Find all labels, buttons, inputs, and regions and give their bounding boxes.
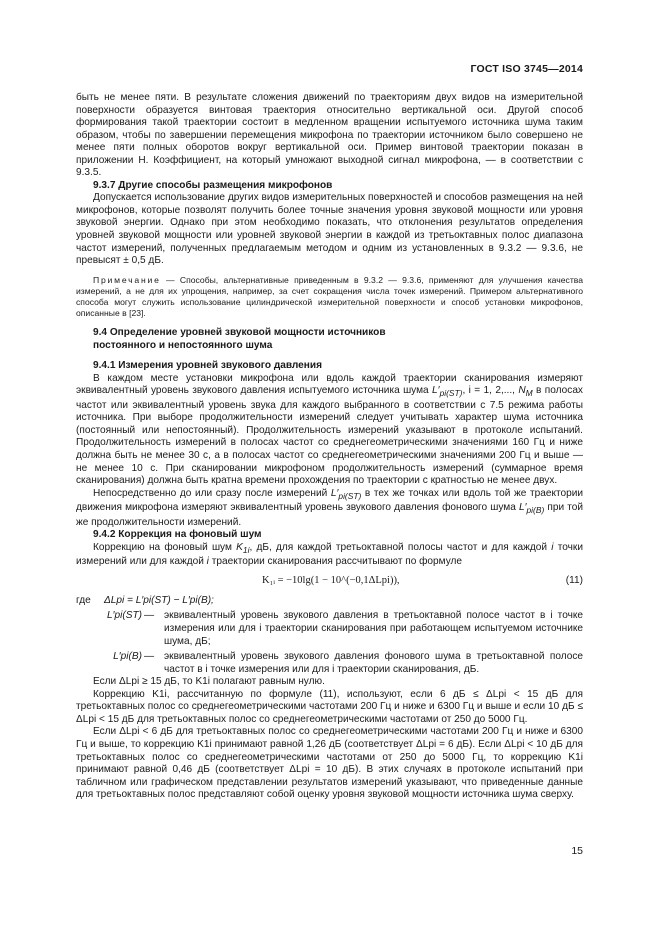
equation-number: (11)	[565, 574, 583, 586]
where-line	[76, 595, 583, 608]
where-label: где	[76, 594, 91, 606]
definition-text: эквивалентный уровень звукового давления фонового шума в третьоктавной полосе частот в i точке измерения или для i траектории сканирования, дБ.	[164, 651, 583, 675]
page-number: 15	[571, 845, 583, 857]
definition-dash: —	[144, 610, 155, 622]
section-9-4-1-paragraph-2: Непосредственно до или сразу после измерений $L'_{pi(ST)}$ в тех же точках или вдоль той же траектории движения микрофона измеряют эквивалентный уровень звукового давления фонового шума $L'_{pi(B)}$ при той же продолжительности измерений.	[76, 487, 583, 528]
section-9-3-7-title: 9.3.7 Другие способы размещения микрофонов	[93, 179, 333, 191]
document-header: ГОСТ ISO 3745—2014	[470, 63, 583, 75]
definition-symbol: L′pi(B)	[113, 651, 142, 663]
section-9-4-title-line2: постоянного и непостоянного шума	[93, 339, 273, 351]
note-paragraph	[76, 275, 583, 319]
section-9-4-2-paragraph-1: Коррекцию на фоновый шум $K_{1i}$, дБ, для каждой третьоктавной полосы частот и для каждой i точки измерений или для каждой i траектории сканирования рассчитывают по формуле	[76, 541, 583, 568]
definition-lpi-b	[76, 651, 583, 676]
intro-paragraph: быть не менее пяти. В результате сложения движений по траекториям двух видов на измерительной поверхности образуется винтовая траектория относительно вертикальной оси. Другой способ формирования такой траектории состоит в медленном вращении испытуемого источника шума таким образом, чтобы по завершении перемещения микрофона по траектории источником было совершено не менее пяти полных оборотов вокруг вертикальной оси. Пример винтовой траектории показан в приложении Н. Коэффициент, на который умножают выходной сигнал микрофона, — в соответствии с 9.3.5.	[76, 92, 583, 179]
definition-lpi-st	[76, 610, 583, 648]
section-9-4-2-paragraph-3: Если ΔLpi < 6 дБ для третьоктавных полос со среднегеометрическими частотами 200 Гц и ниже и 6300 Гц и выше, то коррекцию K1i принимают равной 1,26 дБ (соответствует ΔLpi = 6 дБ). Если ΔLpi < 10 дБ для третьоктавных полос со среднегеометрическими частотами от 250 до 5000 Гц, то коррекцию K1i принимают равной 0,46 дБ (соответствует ΔLpi = 10 дБ). В этих случаях в протоколе испытаний при табличном или графическом представлении результатов измерений указывают, что приведенные данные для третьоктавных полос представляют собой оценку уровня звуковой мощности источника шума сверху.	[76, 726, 583, 801]
note-text: — Способы, альтернативные приведенным в 9.3.2 — 9.3.6, применяют для улучшения качества измерений, а не для их упрощения, например, за счет сокращения числа точек измерений. Примером альтернативного способа могут служить использование цилиндрической измерительной поверхности и способ установки микрофонов, описанные в [23].	[76, 274, 583, 318]
definition-symbol: L′pi(ST)	[107, 610, 142, 622]
where-formula: ΔLpi = L′pi(ST) − L′pi(B);	[104, 594, 214, 606]
section-9-4-1-title: 9.4.1 Измерения уровней звукового давления	[93, 360, 322, 372]
section-9-4-2-title: 9.4.2 Коррекция на фоновый шум	[93, 529, 262, 541]
note-label: Примечание	[93, 274, 161, 285]
section-9-4-1-paragraph-1: В каждом месте установки микрофона или вдоль каждой траектории сканирования измеряют эквивалентный уровень звукового давления испытуемого источника шума $L'_{pi(ST)}$, i = 1, 2,..., $N_M$ в полосах частот или эквивалентный уровень звука для каждого выбранного в соответствии с 7.5 режима работы источника. При выборе продолжительности измерений следует учитывать характер шума источника (постоянный или непостоянный). Продолжительность измерений указывают в протоколе испытаний. Продолжительность измерений в полосах частот со среднегеометрическими значениями 160 Гц и ниже должна быть не менее 30 с, а в полосах частот со среднегеометрическими значениями 200 Гц и выше — не менее 10 с. При сканировании микрофоном продолжительность измерений (суммарное время сканирования) должна быть кратна времени прохождения по траектории с кратностью не менее двух.	[76, 372, 583, 487]
formula-11	[76, 571, 583, 593]
definition-text: эквивалентный уровень звукового давления в третьоктавной полосе частот в i точке измерения или для i траектории сканирования при работающем испытуемом источнике шума, дБ;	[164, 610, 583, 647]
section-9-4-2-paragraph-2: Коррекцию K1i, рассчитанную по формуле (11), используют, если 6 дБ ≤ ΔLpi < 15 дБ для третьоктавных полос со среднегеометрическими частотами 200 Гц и ниже и 6300 Гц и выше и если 10 дБ ≤ ΔLpi < 15 дБ для третьоктавных полос со среднегеометрическими частотами от 250 до 5000 Гц.	[76, 688, 583, 725]
definition-dash: —	[144, 651, 155, 663]
page-content	[76, 92, 583, 802]
symbol-nm: $N_M$	[518, 385, 533, 399]
section-9-3-7-paragraph: Допускается использование других видов измерительных поверхностей и способов размещения на ней микрофонов, которые позволят получить более точные значения уровня звуковой мощности или уровня звуковой энергии. Однако при этом необходимо показать, что отклонения результатов определения уровней звуковой мощности или уровней звуковой энергии в каждой из третьоктавных полос диапазона частот измерений, полученных предлагаемым методом и одним из установленных в 9.3.2 — 9.3.6, не превысят ± 0,5 дБ.	[76, 192, 583, 267]
symbol-lpi-st: $L'_{pi(ST)}$	[432, 385, 463, 399]
formula-text: K₁ᵢ = −10lg(1 − 10^(−0,1ΔLpi)),	[262, 574, 400, 586]
section-9-4-title-line1: 9.4 Определение уровней звуковой мощности источников	[93, 327, 386, 339]
paragraph-if-15db: Если ΔLpi ≥ 15 дБ, то K1i полагают равным нулю.	[93, 676, 325, 688]
